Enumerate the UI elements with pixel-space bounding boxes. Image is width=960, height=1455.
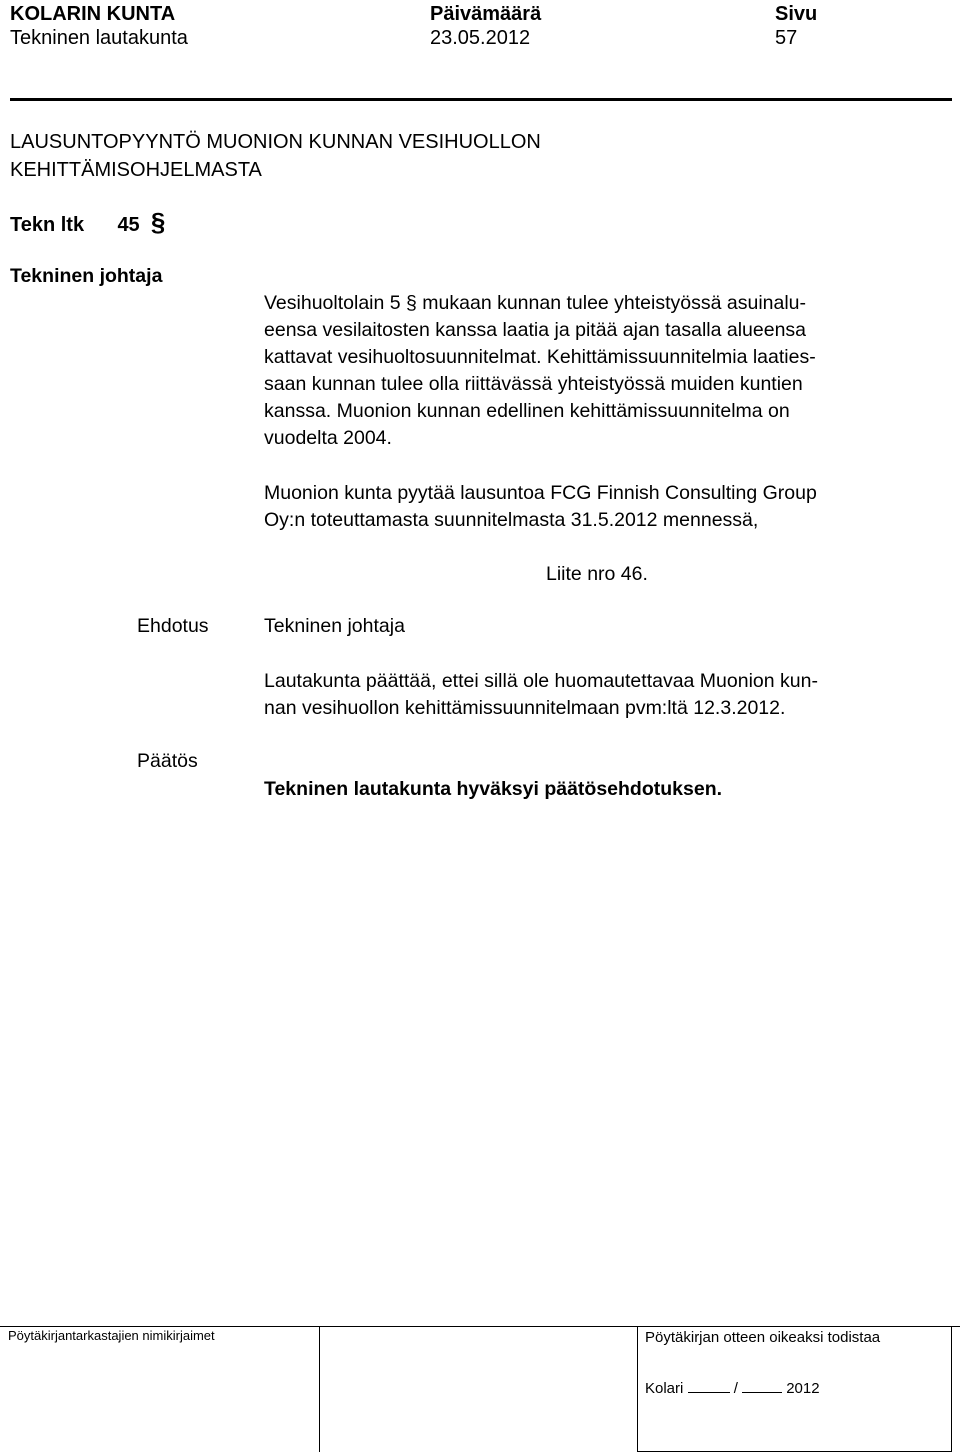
p1-line: eensa vesilaitosten kanssa laatia ja pitää ajan tasalla alueensa [264, 319, 807, 341]
board-name: Tekninen lautakunta [10, 27, 188, 49]
footer-divider-left [319, 1326, 320, 1452]
section-number: 45 [117, 214, 140, 236]
title-line-2: KEHITTÄMISOHJELMASTA [10, 159, 262, 181]
day-blank [688, 1378, 730, 1393]
proposal-by: Tekninen johtaja [264, 615, 405, 637]
month-blank [742, 1378, 782, 1393]
footer-date-line [645, 1378, 820, 1398]
preparer-label: Tekninen johtaja [10, 265, 163, 287]
p1-line: kattavat vesihuoltosuunnitelmat. Kehittämissuunnitelmia laaties- [264, 346, 816, 368]
decision-label: Päätös [137, 750, 198, 772]
date-value: 23.05.2012 [430, 27, 531, 49]
footer-rule-top [0, 1326, 960, 1327]
proposal-label: Ehdotus [137, 615, 209, 637]
page-value: 57 [775, 27, 798, 49]
proposal-text [264, 668, 944, 722]
proposal-line: nan vesihuollon kehittämissuunnitelmaan pvm:ltä 12.3.2012. [264, 697, 786, 719]
body-paragraph-2 [264, 480, 944, 534]
header-rule [10, 98, 952, 101]
section-symbol: § [150, 207, 166, 237]
p1-line: saan kunnan tulee olla riittävässä yhteistyössä muiden kuntien [264, 373, 803, 395]
footer-rule-bottom [637, 1451, 952, 1452]
p2-line: Oy:n toteuttamasta suunnitelmasta 31.5.2012 mennessä, [264, 509, 759, 531]
date-label: Päivämäärä [430, 3, 542, 25]
attachment-ref: Liite nro 46. [546, 563, 648, 585]
page-label: Sivu [775, 3, 818, 25]
document-title [10, 128, 541, 184]
p1-line: Vesihuoltolain 5 § mukaan kunnan tulee yhteistyössä asuinalu- [264, 292, 807, 314]
p2-line: Muonion kunta pyytää lausuntoa FCG Finnish Consulting Group [264, 482, 817, 504]
footer-certification-label: Pöytäkirjan otteen oikeaksi todistaa [645, 1329, 881, 1346]
footer-place: Kolari [645, 1380, 684, 1397]
p1-line: kanssa. Muonion kunnan edellinen kehittämissuunnitelma on [264, 400, 790, 422]
proposal-line: Lautakunta päättää, ettei sillä ole huomautettavaa Muonion kun- [264, 670, 818, 692]
footer-divider-right [637, 1326, 638, 1452]
footer-border-right [951, 1326, 952, 1452]
footer-year: 2012 [786, 1380, 820, 1397]
p1-line: vuodelta 2004. [264, 427, 392, 449]
section-ref-label: Tekn ltk [10, 214, 85, 236]
title-line-1: LAUSUNTOPYYNTÖ MUONION KUNNAN VESIHUOLLON [10, 131, 541, 153]
body-paragraph-1 [264, 290, 944, 452]
section-reference [10, 208, 165, 239]
decision-text: Tekninen lautakunta hyväksyi päätösehdotuksen. [264, 778, 723, 800]
footer-sep: / [733, 1380, 738, 1397]
footer-signatures-label: Pöytäkirjantarkastajien nimikirjaimet [8, 1328, 215, 1343]
org-name: KOLARIN KUNTA [10, 3, 176, 25]
